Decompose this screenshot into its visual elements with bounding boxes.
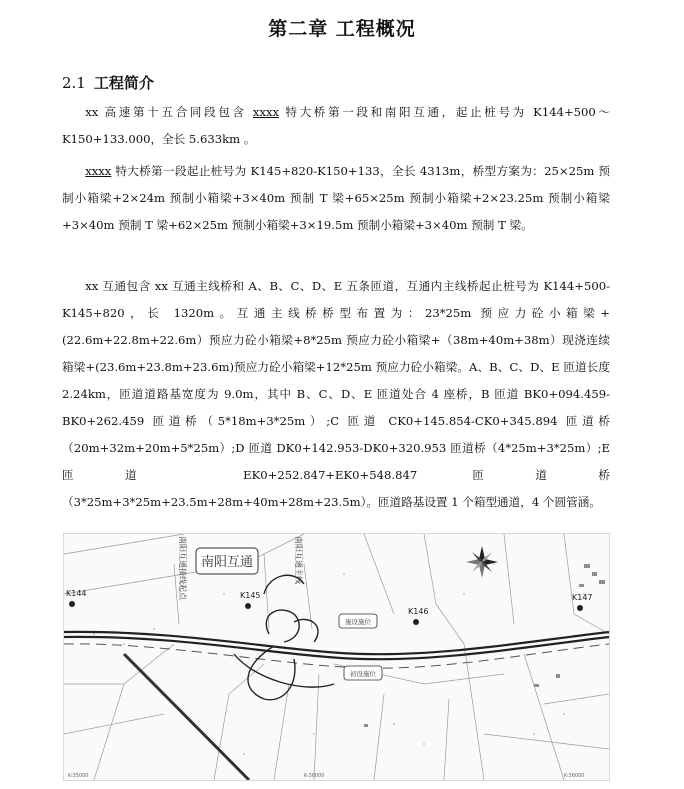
marker-k147 (577, 605, 583, 611)
compass-rose-icon (466, 546, 498, 578)
chainage-k144: K144 (66, 589, 87, 598)
crossing-road (124, 654, 249, 780)
para1-rest: 特大桥第一段和南阳互通，起止桩号为 K144+500～K150+133.000，全长 5.633km 。 (62, 105, 610, 146)
chapter-title: 第二章 工程概况 (268, 18, 416, 40)
position-label-2: 初设施位 (350, 670, 376, 678)
chainage-k145: K145 (240, 591, 261, 600)
field-dots (93, 563, 585, 755)
paragraph-3: xx 互通包含 xx 互通主线桥和 A、B、C、D、E 五条匝道，互通内主线桥起止桩号为 K144+500-K145+820，长 1320m。互通主线桥桥型布置为：23*25m 预应力砼小箱梁+(22.6m+22.8m+22.6m）预应力砼小箱梁+8*25m 预应力砼小箱梁+（38m+40m+38m）现浇连续箱梁+(23.6m+23.8m+23.6m)预应力砼小箱梁+12*25m 预应力砼小箱梁。A、B、C、D、E 匝道长度 2.24km，匝道道路基宽度为 9.0m，其中 B、C、D、E 匝道处合 4 座桥，B 匝道 BK0+094.459-BK0+262.459 匝道桥（5*18m+3*25m）;C 匝道 CK0+145.854-CK0+345.894 匝道桥（20m+32m+20m+5*25m）;D 匝道 DK0+142.953-DK0+320.953 匝道桥（4*25m+3*25m）;E 匝道 EK0+252.847+EK0+548.847 匝道桥（3*25m+3*25m+23.5m+28m+40m+28m+23.5m）。匝道路基设置 1 个箱型通道，4 个圆管涵。 (62, 279, 610, 509)
mid-rotated-label: 南阳互通主线 (294, 536, 303, 584)
para2-rest: 特大桥第一段起止桩号为 K145+820-K150+133，全长 4313m，桥型方案为：25×25m 预制小箱梁+2×24m 预制小箱梁+3×40m 预制 T 梁+65×25m 预制小箱梁+2×23.25m 预制小箱梁+3×40m 预制 T 梁+62×25m 预制小箱梁+3×19.5m 预制小箱梁+3×40m 预制 T 梁。 (62, 164, 610, 232)
paragraph-2 (62, 158, 610, 239)
section-title: 工程简介 (93, 74, 154, 92)
section-heading (62, 72, 154, 93)
bottom-tick-2: K-36000 (304, 773, 325, 779)
mainline-north (64, 632, 609, 654)
marker-k144 (69, 601, 75, 607)
buildings (364, 564, 605, 727)
mainline-south (64, 637, 609, 659)
marker-k145 (245, 603, 251, 609)
bottom-ticks (68, 773, 584, 779)
para1-lead: xx 高速第十五合同段包含 (85, 105, 253, 119)
chainage-k147: K147 (572, 593, 593, 602)
bottom-tick-3: K-36000 (564, 773, 585, 779)
interchange-map (63, 533, 610, 781)
paragraph-1 (62, 99, 610, 153)
interchange-label: 南阳互通 (200, 555, 254, 570)
marker-k146 (413, 619, 419, 625)
position-label-1: 施设施位 (345, 618, 371, 626)
section-number: 2.1 (62, 74, 86, 92)
para1-project-name: xxxx (252, 105, 280, 119)
bottom-tick-1: K-35000 (68, 773, 89, 779)
para2-project-name: xxxx (85, 164, 112, 178)
map-drawing (64, 534, 609, 780)
left-rotated-label: 南阳互通接线起点 (178, 536, 187, 600)
chainage-k146: K146 (408, 607, 429, 616)
